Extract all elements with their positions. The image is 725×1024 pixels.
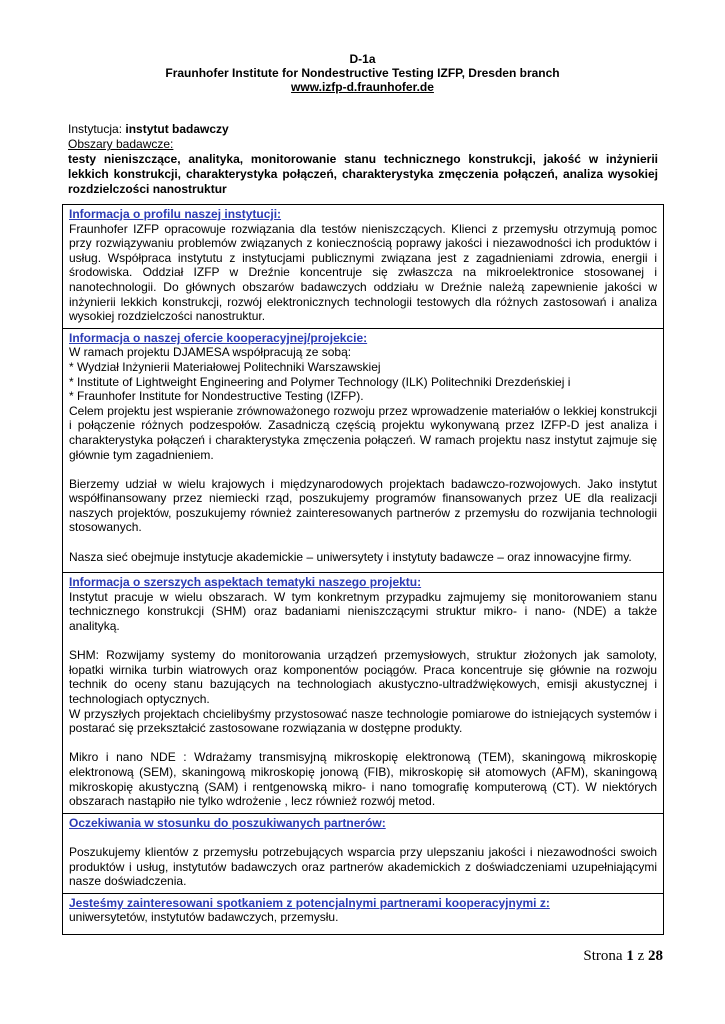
table-row [63, 813, 664, 893]
intro-block [68, 122, 658, 197]
offer-paragraph: Bierzemy udział w wielu krajowych i międzynarodowych projektach badawczo-rozwojowych. Jako instytut współfinansowany przez niemiecki rząd, poszukujemy programów finansowanych przez UE dla realizacji naszych projektów, poszukujemy również zainteresowanych partnerów z przemysłu do rozwijania technologii stosowanych. [69, 476, 657, 535]
institute-name: Fraunhofer Institute for Nondestructive Testing IZFP, Dresden branch [165, 66, 560, 80]
section-title-profile: Informacja o profilu naszej instytucji: [69, 207, 282, 221]
offer-paragraph: Nasza sieć obejmuje instytucje akademickie – uniwersytety i instytuty badawcze – oraz innowacyjne firmy. [69, 549, 632, 564]
table-row [63, 205, 664, 329]
table-row [63, 893, 664, 934]
aspects-paragraph: SHM: Rozwijamy systemy do monitorowania urządzeń przemysłowych, struktur złożonych jak samoloty, łopatki wirnika turbin wiatrowych oraz komponentów pociągów. Praca koncentruje się głównie na rozwoju technik do oceny stanu bazujących na technologiach akustyczno-ultradźwiękowych, emisji akustycznej i technologiach optycznych. [69, 648, 657, 706]
section-title-aspects: Informacja o szerszych aspektach tematyki naszego projektu: [69, 575, 422, 590]
aspects-paragraph: Mikro i nano NDE : Wdrażamy transmisyjną mikroskopię elektronową (TEM), skaningową mikroskopię elektronową (SEM), skaningową mikroskopię jonową (FIB), mikroskopię sił atomowych (AFM), skaningową mikroskopię akustyczną (SAM) i rentgenowską mikro- i nano tomografię komputerową (CT). W niektórych obszarach nastąpiło nie tylko wdrożenie , lecz również rozwój metod. [69, 750, 657, 809]
institution-value: instytut badawczy [125, 122, 229, 136]
aspects-paragraph: W przyszłych projektach chcielibyśmy przystosować nasze technologie pomiarowe do istniejących systemów i postarać się przekształcić zastosowane rozwiązania w dostępne produkty. [69, 706, 657, 736]
aspects-paragraph: Instytut pracuje w wielu obszarach. W tym konkretnym przypadku zajmujemy się monitorowaniem stanu technicznego konstrukcji (SHM) oraz badaniami nieniszczącymi struktur mikro- i nano- (NDE) a także analityką. [69, 589, 657, 634]
expectations-text: Poszukujemy klientów z przemysłu potrzebujących wsparcia przy ulepszaniu jakości i niezawodności swoich produktów i usług, instytutów badawczych oraz partnerów akademickich z doświadczeniami uzupełniającymi nasze doświadczenia. [69, 844, 657, 889]
section-title-expectations: Oczekiwania w stosunku do poszukiwanych partnerów: [69, 815, 386, 830]
research-areas-value: testy nieniszczące, analityka, monitorowanie stanu technicznego konstrukcji, jakość w inżynierii lekkich konstrukcji, charakterystyka połączeń, charakterystyka zmęczenia połączeń, analiza wysokiej rozdzielczości nanostruktur [68, 152, 658, 196]
offer-line: W ramach projektu DJAMESA współpracują ze sobą: [69, 345, 352, 360]
website-link[interactable]: www.izfp-d.fraunhofer.de [291, 80, 434, 94]
table-row [63, 328, 664, 573]
offer-line: * Wydział Inżynierii Materiałowej Politechniki Warszawskiej [69, 359, 381, 374]
research-areas-label: Obszary badawcze: [68, 137, 174, 151]
meeting-text: uniwersytetów, instytutów badawczych, przemysłu. [69, 910, 339, 925]
document-id: D-1a [349, 52, 376, 66]
profile-text: Fraunhofer IZFP opracowuje rozwiązania dla testów nieniszczących. Klienci z przemysłu otrzymują pomoc przy rozwiązywaniu problemów związanych z koniecznością poprawy jakości i niezawodności ich produktów i usług. Współpraca instytutu z instytucjami publicznymi związana jest z zagadnieniami zdrowia, energii i środowiska. Oddział IZFP w Dreźnie koncentruje się zwłaszcza na mikroelektronice stosowanej i nanotechnologii. Do głównych obszarów badawczych oddziału w Dreźnie należą zapewnienie jakości w inżynierii lekkich konstrukcji, rozwój elektronicznych technologii testowych dla różnych zastosowań i analiza wysokiej rozdzielczości nanostruktur. [69, 221, 657, 324]
page-number: Strona 1 z 28 [583, 948, 663, 964]
institution-label: Instytucja: [68, 122, 123, 136]
info-table [62, 204, 664, 935]
table-row [63, 573, 664, 814]
offer-paragraph: Celem projektu jest wspieranie zrównoważonego rozwoju przez wprowadzenie materiałów o lekkiej konstrukcji i połączenie różnych podzespołów. Zasadniczą częścią projektu wykonywaną przez IZFP-D jest analiza i charakterystyka połączeń i charakterystyka zmęczenia połączeń. W ramach projektu nasz instytut zajmuje się głównie tym zagadnieniem. [69, 403, 657, 462]
offer-line: * Fraunhofer Institute for Nondestructive Testing (IZFP). [69, 389, 364, 404]
section-title-offer: Informacja o naszej ofercie kooperacyjnej/projekcie: [69, 330, 368, 345]
section-title-meeting: Jesteśmy zainteresowani spotkaniem z potencjalnymi partnerami kooperacyjnymi z: [69, 895, 550, 910]
offer-line: * Institute of Lightweight Engineering and Polymer Technology (ILK) Politechniki Drezdeńskiej i [69, 374, 571, 389]
